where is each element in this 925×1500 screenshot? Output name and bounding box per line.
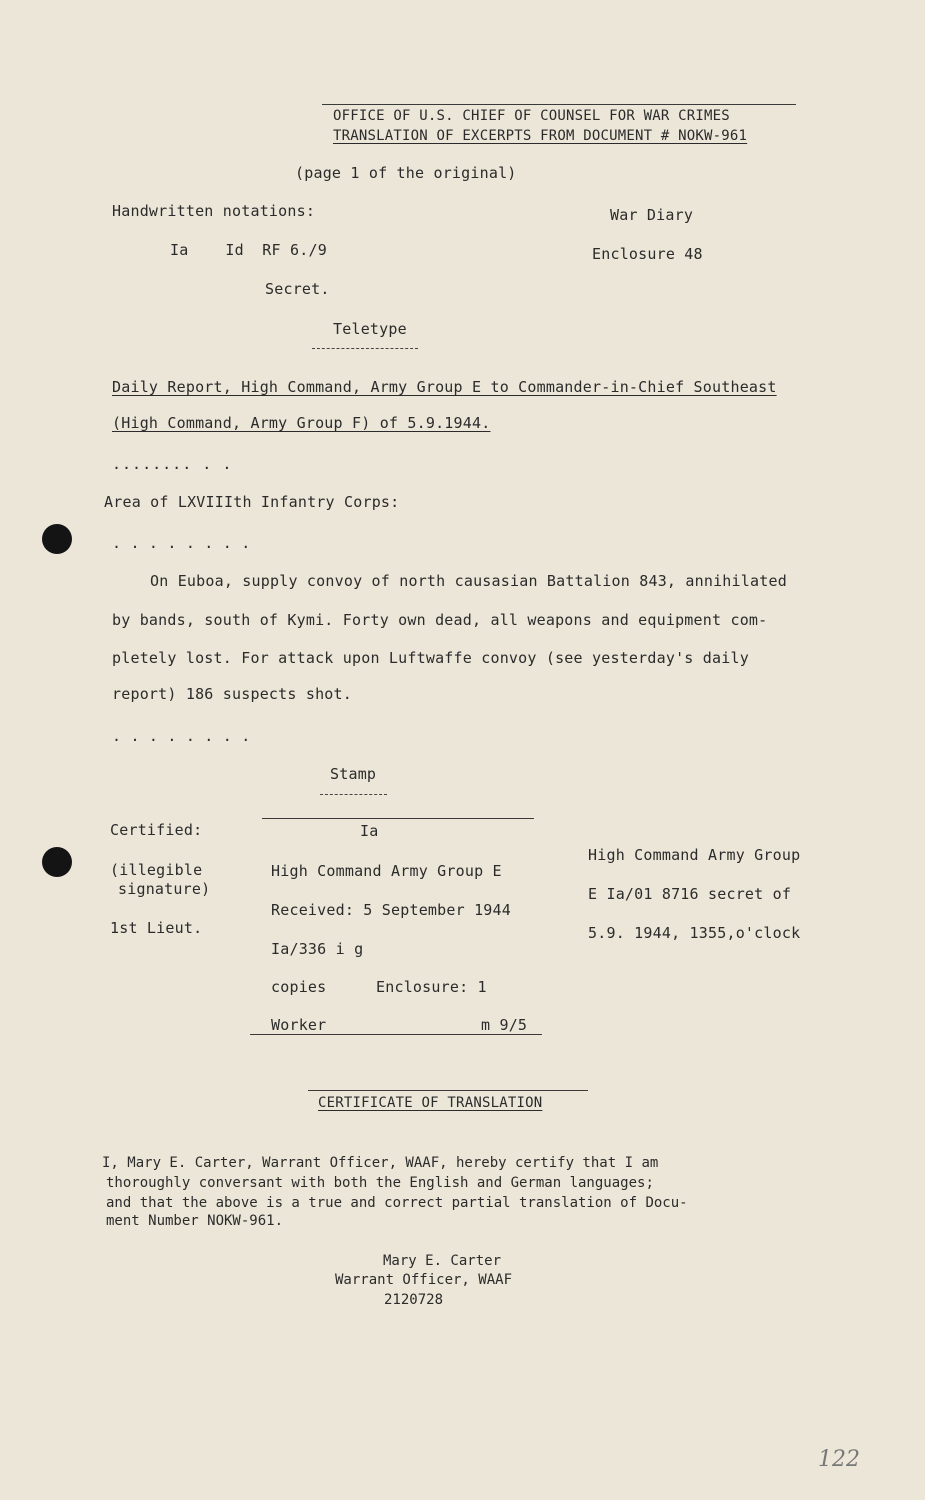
stamp-enclosure: Enclosure: 1 — [376, 978, 487, 996]
illegible-line-1: (illegible — [110, 861, 203, 879]
stamp-ia: Ia — [360, 822, 379, 840]
stamp-worker-date: m 9/5 — [481, 1016, 528, 1034]
punch-hole-top — [42, 524, 72, 554]
certificate-title: CERTIFICATE OF TRANSLATION — [318, 1095, 543, 1111]
page-number: 122 — [818, 1447, 860, 1472]
ellipsis-1: ........ . . — [112, 455, 233, 473]
stamp-right-line-3: 5.9. 1944, 1355,o'clock — [588, 924, 801, 942]
certified-label: Certified: — [110, 821, 203, 839]
punch-hole-bottom — [42, 847, 72, 877]
handwritten-notation: Ia Id RF 6./9 — [170, 241, 327, 259]
subject-line-1: Daily Report, High Command, Army Group E to Commander-in-Chief Southeast — [112, 378, 777, 396]
rank-label: 1st Lieut. — [110, 919, 203, 937]
header-line-1: OFFICE OF U.S. CHIEF OF COUNSEL FOR WAR CRIMES — [333, 108, 730, 124]
header-rule — [322, 104, 796, 105]
certificate-rule — [308, 1090, 588, 1091]
certificate-line: and that the above is a true and correct partial translation of Docu- — [106, 1195, 688, 1211]
signature-number: 2120728 — [384, 1292, 444, 1308]
stamp-received: Received: 5 September 1944 — [271, 901, 511, 919]
war-diary: War Diary — [610, 206, 694, 224]
teletype-rule — [312, 348, 418, 349]
stamp-title: Stamp — [330, 765, 377, 783]
stamp-copies: copies — [271, 978, 327, 996]
body-line: pletely lost. For attack upon Luftwaffe convoy (see yesterday's daily — [112, 649, 749, 667]
stamp-bottom-rule — [250, 1034, 542, 1035]
stamp-worker: Worker — [271, 1016, 327, 1034]
enclosure-number: Enclosure 48 — [592, 245, 703, 263]
header-line-2: TRANSLATION OF EXCERPTS FROM DOCUMENT # NOKW-961 — [333, 128, 748, 144]
area-heading: Area of LXVIIIth Infantry Corps: — [104, 493, 400, 511]
stamp-top-rule — [262, 818, 534, 819]
stamp-right-line-2: E Ia/01 8716 secret of — [588, 885, 792, 903]
stamp-hq: High Command Army Group E — [271, 862, 502, 880]
secret-mark: Secret. — [265, 280, 330, 298]
body-line: report) 186 suspects shot. — [112, 685, 352, 703]
teletype-label: Teletype — [333, 320, 407, 338]
ellipsis-3: . . . . . . . . — [112, 727, 251, 745]
stamp-title-rule — [320, 794, 387, 795]
handwritten-label: Handwritten notations: — [112, 202, 316, 220]
body-line: by bands, south of Kymi. Forty own dead, all weapons and equipment com- — [112, 611, 768, 629]
page-note: (page 1 of the original) — [295, 164, 517, 182]
stamp-number: Ia/336 i g — [271, 940, 364, 958]
certificate-line: I, Mary E. Carter, Warrant Officer, WAAF, hereby certify that I am — [102, 1155, 659, 1171]
subject-line-2: (High Command, Army Group F) of 5.9.1944. — [112, 414, 491, 432]
certificate-line: thoroughly conversant with both the English and German languages; — [106, 1175, 654, 1191]
ellipsis-2: . . . . . . . . — [112, 534, 251, 552]
stamp-right-line-1: High Command Army Group — [588, 846, 801, 864]
body-line: On Euboa, supply convoy of north causasian Battalion 843, annihilated — [150, 572, 787, 590]
signature-rank: Warrant Officer, WAAF — [335, 1272, 513, 1288]
certificate-line: ment Number NOKW-961. — [106, 1213, 284, 1229]
illegible-line-2: signature) — [118, 880, 211, 898]
signature-name: Mary E. Carter — [383, 1253, 502, 1269]
